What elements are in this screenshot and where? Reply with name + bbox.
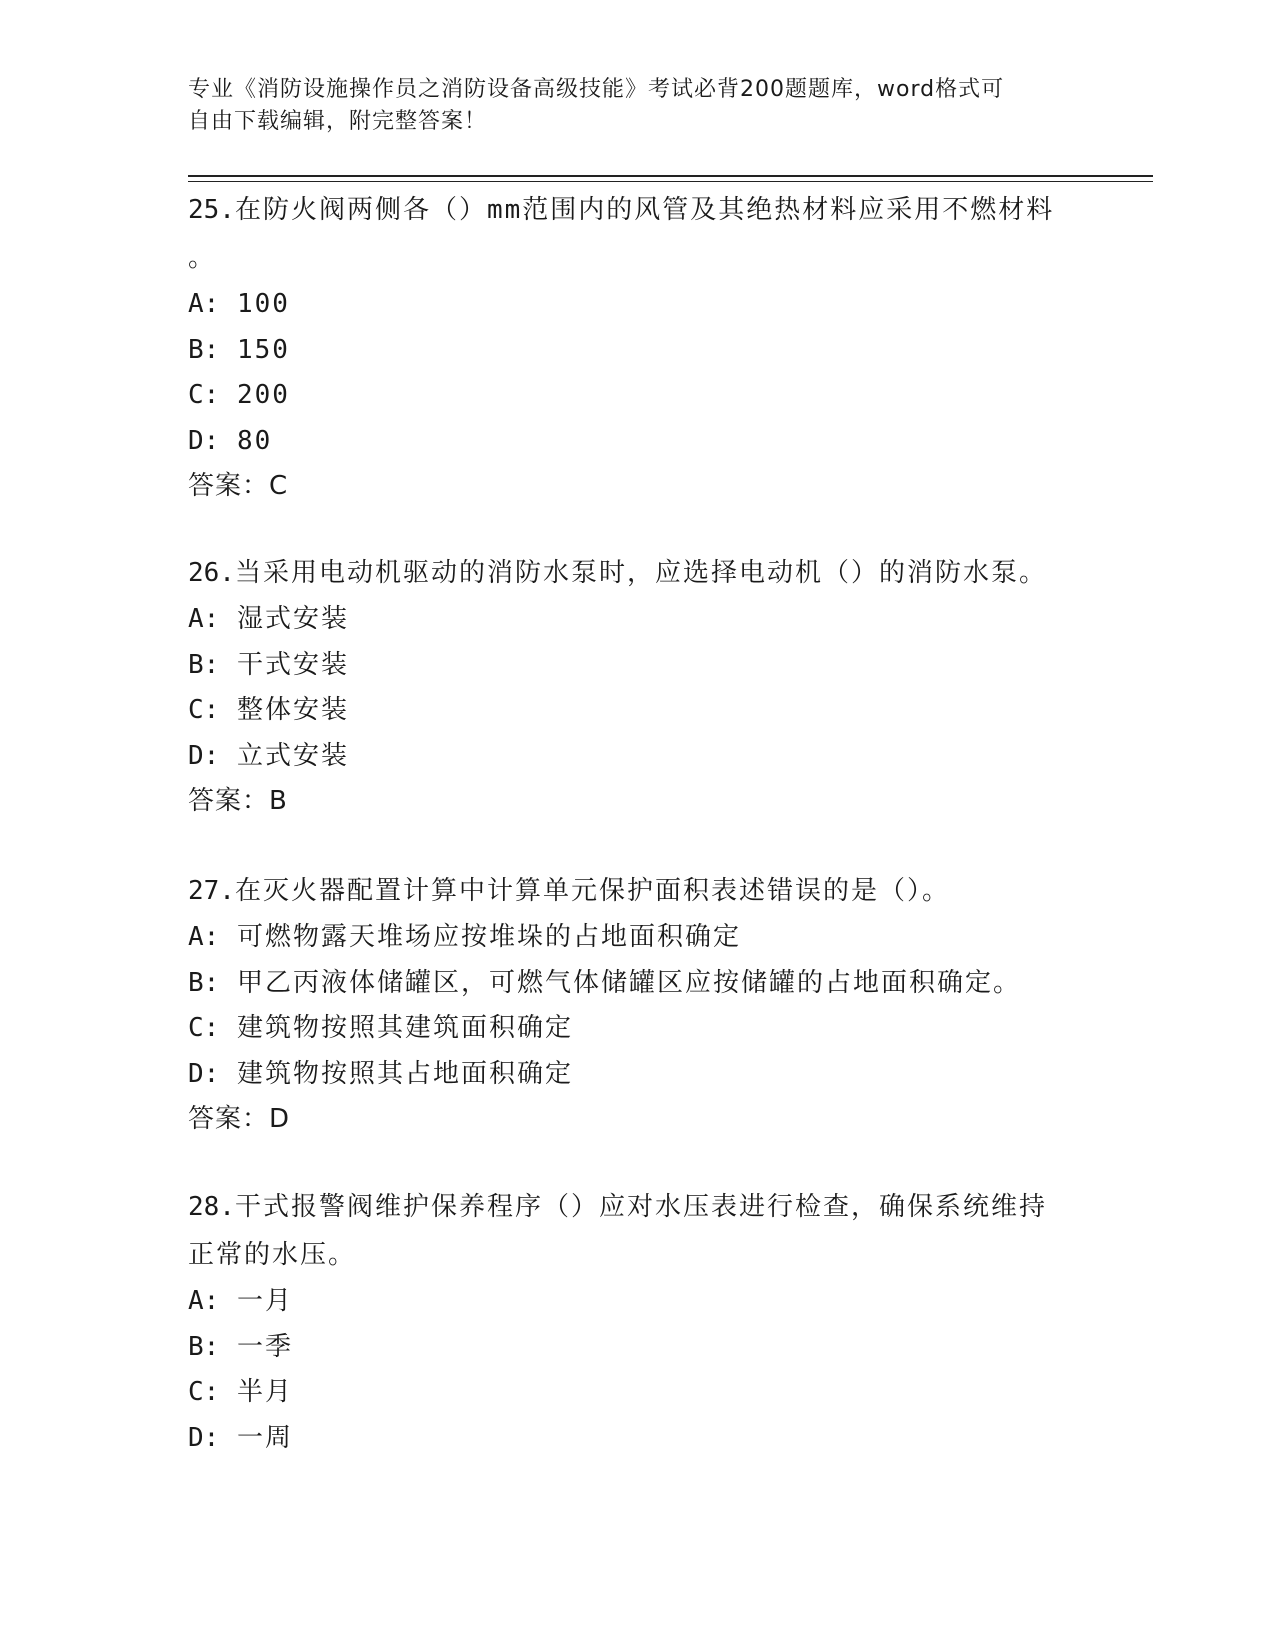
- option-key: D:: [188, 1058, 220, 1089]
- option-text: 一周: [236, 1422, 293, 1453]
- question-stem: [188, 186, 1088, 234]
- question-26: [188, 549, 1088, 823]
- option-key: C:: [188, 380, 220, 410]
- option-key: D:: [188, 740, 220, 771]
- option-c: [188, 688, 1088, 734]
- answer-label: 答案：C: [188, 471, 289, 501]
- question-stem: [188, 1183, 1088, 1231]
- option-d: [188, 419, 1088, 465]
- option-c: [188, 1006, 1088, 1052]
- option-c: [188, 373, 1088, 419]
- question-27: [188, 867, 1088, 1141]
- option-text: 一季: [236, 1331, 293, 1362]
- option-b: [188, 328, 1088, 374]
- option-key: A:: [188, 604, 220, 634]
- option-d: [188, 1052, 1088, 1098]
- question-number: 28.: [188, 1192, 235, 1222]
- question-text: 在灭火器配置计算中计算单元保护面积表述错误的是（）。: [234, 876, 950, 906]
- question-text: 干式报警阀维护保养程序（）应对水压表进行检查，确保系统维持: [234, 1192, 1047, 1222]
- option-text: 可燃物露天堆场应按堆垛的占地面积确定: [236, 922, 741, 952]
- option-b: [188, 1325, 1088, 1371]
- option-text: 干式安装: [236, 649, 349, 680]
- question-stem: [188, 867, 1088, 915]
- header-line-2: 自由下载编辑，附完整答案！: [188, 109, 488, 134]
- option-key: B:: [188, 334, 220, 365]
- option-c: [188, 1370, 1088, 1416]
- answer-label: 答案：D: [188, 1104, 291, 1134]
- option-text: 建筑物按照其占地面积确定: [236, 1058, 573, 1089]
- option-b: [188, 643, 1088, 689]
- option-text: 100: [236, 289, 290, 319]
- option-key: C:: [188, 695, 220, 725]
- question-text: 当采用电动机驱动的消防水泵时，应选择电动机（）的消防水泵。: [234, 558, 1047, 588]
- option-text: 湿式安装: [236, 604, 349, 634]
- option-text: 甲乙丙液体储罐区，可燃气体储罐区应按储罐的占地面积确定。: [236, 967, 1021, 998]
- option-text: 150: [236, 334, 290, 365]
- header-divider-thin: [188, 181, 1153, 182]
- option-key: B:: [188, 649, 220, 680]
- option-a: [188, 282, 1088, 328]
- option-a: [188, 1279, 1088, 1325]
- option-text: 整体安装: [236, 695, 349, 725]
- option-key: A:: [188, 922, 220, 952]
- question-number: 26.: [188, 558, 235, 588]
- question-number: 27.: [188, 876, 235, 906]
- option-text: 80: [236, 425, 273, 456]
- option-key: C:: [188, 1377, 220, 1407]
- question-stem-continuation: 正常的水压。: [188, 1240, 357, 1270]
- header-line-1: 专业《消防设施操作员之消防设备高级技能》考试必背200题题库，word格式可: [188, 77, 1005, 102]
- question-25: [188, 186, 1088, 508]
- question-stem: [188, 549, 1088, 597]
- header-divider-thick: [188, 175, 1153, 177]
- question-number: 25.: [188, 195, 235, 225]
- question-28: [188, 1183, 1088, 1461]
- option-d: [188, 734, 1088, 780]
- document-header: [188, 74, 1088, 138]
- question-stem-continuation: 。: [188, 243, 217, 273]
- option-text: 建筑物按照其建筑面积确定: [236, 1013, 573, 1043]
- option-text: 一月: [236, 1286, 293, 1316]
- option-text: 立式安装: [236, 740, 349, 771]
- question-text: 在防火阀两侧各（）mm范围内的风管及其绝热材料应采用不燃材料: [234, 195, 1055, 225]
- option-key: B:: [188, 967, 220, 998]
- option-d: [188, 1416, 1088, 1462]
- option-a: [188, 915, 1088, 961]
- option-key: D:: [188, 1422, 220, 1453]
- option-key: A:: [188, 1286, 220, 1316]
- option-a: [188, 597, 1088, 643]
- option-text: 半月: [236, 1377, 293, 1407]
- option-key: B:: [188, 1331, 220, 1362]
- option-key: D:: [188, 425, 220, 456]
- answer-label: 答案：B: [188, 786, 288, 816]
- option-b: [188, 961, 1088, 1007]
- option-key: A:: [188, 289, 220, 319]
- option-key: C:: [188, 1013, 220, 1043]
- option-text: 200: [236, 380, 290, 410]
